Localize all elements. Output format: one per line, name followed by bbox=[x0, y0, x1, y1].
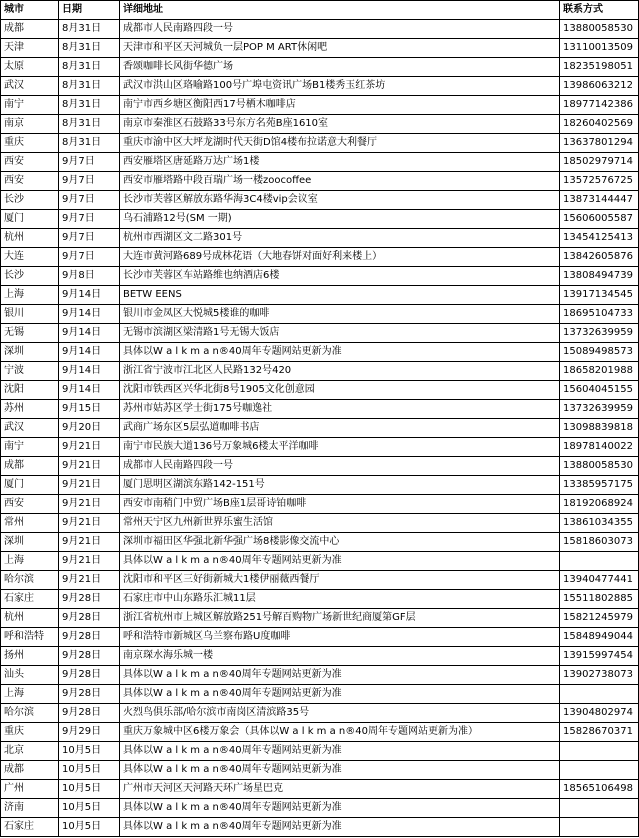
cell-address: 石家庄市中山东路乐汇城11层 bbox=[120, 590, 560, 609]
cell-phone: 13915997454 bbox=[560, 647, 639, 666]
table-row bbox=[1, 58, 639, 77]
cell-city: 常州 bbox=[1, 514, 59, 533]
cell-city: 石家庄 bbox=[1, 590, 59, 609]
table-row bbox=[1, 343, 639, 362]
cell-address: 厦门思明区湖滨东路142-151号 bbox=[120, 476, 560, 495]
cell-city: 哈尔滨 bbox=[1, 571, 59, 590]
cell-phone: 18658201988 bbox=[560, 362, 639, 381]
cell-date: 9月28日 bbox=[59, 628, 120, 647]
cell-address: 南京琛水海乐城一楼 bbox=[120, 647, 560, 666]
cell-city: 上海 bbox=[1, 552, 59, 571]
cell-city: 沈阳 bbox=[1, 381, 59, 400]
cell-date: 8月31日 bbox=[59, 115, 120, 134]
cell-date: 8月31日 bbox=[59, 134, 120, 153]
table-row bbox=[1, 267, 639, 286]
cell-address: 具体以W a l k m a n®40周年专题网站更新为准 bbox=[120, 552, 560, 571]
table-row bbox=[1, 153, 639, 172]
cell-address: 长沙市芙蓉区车站路维也纳酒店6楼 bbox=[120, 267, 560, 286]
cell-date: 9月14日 bbox=[59, 324, 120, 343]
cell-address: 具体以W a l k m a n®40周年专题网站更新为准 bbox=[120, 742, 560, 761]
cell-city: 武汉 bbox=[1, 419, 59, 438]
cell-date: 9月21日 bbox=[59, 571, 120, 590]
table-row bbox=[1, 818, 639, 837]
cell-address: 无锡市滨湖区梁清路1号无锡大饭店 bbox=[120, 324, 560, 343]
cell-phone: 13842605876 bbox=[560, 248, 639, 267]
cell-date: 8月31日 bbox=[59, 96, 120, 115]
cell-address: 南京市秦淮区石鼓路33号东方名苑B座1610室 bbox=[120, 115, 560, 134]
cell-address: 呼和浩特市新城区乌兰察布路U度咖啡 bbox=[120, 628, 560, 647]
table-row bbox=[1, 20, 639, 39]
cell-city: 汕头 bbox=[1, 666, 59, 685]
cell-date: 9月28日 bbox=[59, 704, 120, 723]
cell-phone: 13572576725 bbox=[560, 172, 639, 191]
cell-phone: 13880058530 bbox=[560, 20, 639, 39]
table-row bbox=[1, 77, 639, 96]
cell-city: 北京 bbox=[1, 742, 59, 761]
cell-date: 9月20日 bbox=[59, 419, 120, 438]
cell-date: 9月28日 bbox=[59, 685, 120, 704]
cell-city: 大连 bbox=[1, 248, 59, 267]
cell-address: 重庆市渝中区大坪龙湖时代天街D馆4楼布拉诺意大利餐厅 bbox=[120, 134, 560, 153]
cell-city: 长沙 bbox=[1, 191, 59, 210]
cell-address: 苏州市姑苏区学士街175号咖逸社 bbox=[120, 400, 560, 419]
cell-phone bbox=[560, 761, 639, 780]
cell-phone: 13732639959 bbox=[560, 400, 639, 419]
cell-date: 9月7日 bbox=[59, 248, 120, 267]
cell-date: 8月31日 bbox=[59, 20, 120, 39]
table-row bbox=[1, 742, 639, 761]
table-row bbox=[1, 590, 639, 609]
cell-phone: 13732639959 bbox=[560, 324, 639, 343]
cell-date: 8月31日 bbox=[59, 77, 120, 96]
table-row bbox=[1, 476, 639, 495]
cell-date: 9月14日 bbox=[59, 305, 120, 324]
table-row bbox=[1, 438, 639, 457]
cell-date: 9月7日 bbox=[59, 210, 120, 229]
cell-city: 西安 bbox=[1, 495, 59, 514]
cell-address: 沈阳市铁西区兴华北街8号1905文化创意园 bbox=[120, 381, 560, 400]
cell-city: 武汉 bbox=[1, 77, 59, 96]
cell-address: 香颂咖啡长风街华德广场 bbox=[120, 58, 560, 77]
cell-address: 西安市雁塔路中段百瑞广场一楼zoocoffee bbox=[120, 172, 560, 191]
table-row bbox=[1, 210, 639, 229]
cell-date: 10月5日 bbox=[59, 761, 120, 780]
cell-phone bbox=[560, 742, 639, 761]
cell-city: 西安 bbox=[1, 153, 59, 172]
cell-city: 扬州 bbox=[1, 647, 59, 666]
cell-address: 西安雁塔区唐延路万达广场1楼 bbox=[120, 153, 560, 172]
header-phone: 联系方式 bbox=[560, 1, 639, 20]
table-row bbox=[1, 552, 639, 571]
table-row bbox=[1, 761, 639, 780]
cell-city: 石家庄 bbox=[1, 818, 59, 837]
cell-date: 9月14日 bbox=[59, 362, 120, 381]
cell-city: 重庆 bbox=[1, 134, 59, 153]
cell-address: 杭州市西湖区文二路301号 bbox=[120, 229, 560, 248]
cell-address: 武汉市洪山区珞喻路100号广埠屯资讯广场B1楼秀玉红茶坊 bbox=[120, 77, 560, 96]
table-row bbox=[1, 495, 639, 514]
table-row bbox=[1, 248, 639, 267]
cell-phone: 18260402569 bbox=[560, 115, 639, 134]
cell-address: 成都市人民南路四段一号 bbox=[120, 457, 560, 476]
table-row bbox=[1, 39, 639, 58]
cell-city: 重庆 bbox=[1, 723, 59, 742]
cell-address: 重庆万象城中区6楼万象会（具体以W a l k m a n®40周年专题网站更新为准） bbox=[120, 723, 560, 742]
table-row bbox=[1, 514, 639, 533]
header-date: 日期 bbox=[59, 1, 120, 20]
cell-phone: 15821245979 bbox=[560, 609, 639, 628]
cell-phone: 18235198051 bbox=[560, 58, 639, 77]
cell-address: 大连市黄河路689号成林花语（大地春饼对面好利来楼上） bbox=[120, 248, 560, 267]
cell-city: 成都 bbox=[1, 761, 59, 780]
cell-city: 广州 bbox=[1, 780, 59, 799]
cell-date: 9月21日 bbox=[59, 514, 120, 533]
table-row bbox=[1, 647, 639, 666]
table-row bbox=[1, 533, 639, 552]
cell-phone: 13940477441 bbox=[560, 571, 639, 590]
cell-date: 9月21日 bbox=[59, 533, 120, 552]
cell-city: 成都 bbox=[1, 20, 59, 39]
cell-city: 杭州 bbox=[1, 609, 59, 628]
cell-phone: 18977142386 bbox=[560, 96, 639, 115]
cell-phone: 13110013509 bbox=[560, 39, 639, 58]
cell-date: 10月5日 bbox=[59, 818, 120, 837]
cell-city: 长沙 bbox=[1, 267, 59, 286]
cell-date: 9月14日 bbox=[59, 343, 120, 362]
cell-address: 南宁市西乡塘区衡阳西17号栖木咖啡店 bbox=[120, 96, 560, 115]
cell-date: 9月28日 bbox=[59, 647, 120, 666]
table-row bbox=[1, 419, 639, 438]
cell-address: BETW EENS bbox=[120, 286, 560, 305]
cell-city: 上海 bbox=[1, 685, 59, 704]
cell-date: 9月7日 bbox=[59, 153, 120, 172]
cell-city: 济南 bbox=[1, 799, 59, 818]
cell-address: 武商广场东区5层弘道咖啡书店 bbox=[120, 419, 560, 438]
cell-phone: 15604045155 bbox=[560, 381, 639, 400]
cell-phone: 18502979714 bbox=[560, 153, 639, 172]
cell-city: 呼和浩特 bbox=[1, 628, 59, 647]
cell-address: 天津市和平区天河城负一层POP M ART休闲吧 bbox=[120, 39, 560, 58]
cell-date: 8月31日 bbox=[59, 39, 120, 58]
cell-phone: 13861034355 bbox=[560, 514, 639, 533]
table-row bbox=[1, 685, 639, 704]
table-row bbox=[1, 400, 639, 419]
cell-city: 南宁 bbox=[1, 438, 59, 457]
table-row bbox=[1, 191, 639, 210]
table-row bbox=[1, 571, 639, 590]
cell-address: 具体以W a l k m a n®40周年专题网站更新为准 bbox=[120, 685, 560, 704]
cell-date: 9月28日 bbox=[59, 666, 120, 685]
cell-address: 具体以W a l k m a n®40周年专题网站更新为准 bbox=[120, 343, 560, 362]
cell-phone: 15828670371 bbox=[560, 723, 639, 742]
cell-date: 9月14日 bbox=[59, 381, 120, 400]
table-row bbox=[1, 799, 639, 818]
cell-address: 具体以W a l k m a n®40周年专题网站更新为准 bbox=[120, 666, 560, 685]
cell-address: 具体以W a l k m a n®40周年专题网站更新为准 bbox=[120, 799, 560, 818]
cell-phone bbox=[560, 685, 639, 704]
table-row bbox=[1, 115, 639, 134]
cell-phone: 18695104733 bbox=[560, 305, 639, 324]
cell-phone: 13904802974 bbox=[560, 704, 639, 723]
cell-address: 浙江省宁波市江北区人民路132号420 bbox=[120, 362, 560, 381]
cell-phone: 13385957175 bbox=[560, 476, 639, 495]
cell-date: 9月7日 bbox=[59, 229, 120, 248]
cell-date: 9月7日 bbox=[59, 172, 120, 191]
cell-city: 银川 bbox=[1, 305, 59, 324]
cell-phone: 13880058530 bbox=[560, 457, 639, 476]
cell-phone: 18565106498 bbox=[560, 780, 639, 799]
cell-date: 10月5日 bbox=[59, 799, 120, 818]
table-row bbox=[1, 628, 639, 647]
cell-date: 10月5日 bbox=[59, 742, 120, 761]
cell-date: 9月21日 bbox=[59, 495, 120, 514]
cell-address: 具体以W a l k m a n®40周年专题网站更新为准 bbox=[120, 818, 560, 837]
cell-date: 9月21日 bbox=[59, 552, 120, 571]
cell-city: 苏州 bbox=[1, 400, 59, 419]
table-row bbox=[1, 723, 639, 742]
cell-address: 深圳市福田区华强北新华强广场8楼影像交流中心 bbox=[120, 533, 560, 552]
cell-phone: 15848949044 bbox=[560, 628, 639, 647]
table-row bbox=[1, 96, 639, 115]
header-row bbox=[1, 1, 639, 20]
cell-phone: 13917134545 bbox=[560, 286, 639, 305]
cell-date: 9月28日 bbox=[59, 590, 120, 609]
cell-phone: 18192068924 bbox=[560, 495, 639, 514]
cell-phone: 15089498573 bbox=[560, 343, 639, 362]
cell-phone bbox=[560, 552, 639, 571]
table-row bbox=[1, 286, 639, 305]
cell-date: 9月14日 bbox=[59, 286, 120, 305]
table-row bbox=[1, 609, 639, 628]
cell-city: 太原 bbox=[1, 58, 59, 77]
cell-city: 厦门 bbox=[1, 210, 59, 229]
cell-phone bbox=[560, 818, 639, 837]
table-row bbox=[1, 780, 639, 799]
cell-city: 深圳 bbox=[1, 533, 59, 552]
cell-address: 沈阳市和平区三好街新城大1楼伊丽薇西餐厅 bbox=[120, 571, 560, 590]
cell-city: 杭州 bbox=[1, 229, 59, 248]
cell-date: 9月8日 bbox=[59, 267, 120, 286]
cell-phone: 15606005587 bbox=[560, 210, 639, 229]
table-row bbox=[1, 324, 639, 343]
cell-phone: 15818603073 bbox=[560, 533, 639, 552]
cell-city: 天津 bbox=[1, 39, 59, 58]
cell-phone: 13986063212 bbox=[560, 77, 639, 96]
cell-city: 南宁 bbox=[1, 96, 59, 115]
table-row bbox=[1, 704, 639, 723]
cell-date: 9月28日 bbox=[59, 609, 120, 628]
cell-phone: 13873144447 bbox=[560, 191, 639, 210]
cell-date: 9月29日 bbox=[59, 723, 120, 742]
table-row bbox=[1, 666, 639, 685]
table-row bbox=[1, 457, 639, 476]
table-row bbox=[1, 305, 639, 324]
table-row bbox=[1, 381, 639, 400]
header-address: 详细地址 bbox=[120, 1, 560, 20]
cell-address: 火烈鸟俱乐部/哈尔滨市南岗区清滨路35号 bbox=[120, 704, 560, 723]
header-city: 城市 bbox=[1, 1, 59, 20]
cell-city: 哈尔滨 bbox=[1, 704, 59, 723]
cell-address: 乌石浦路12号(SM 一期) bbox=[120, 210, 560, 229]
cell-address: 广州市天河区天河路天环广场星巴克 bbox=[120, 780, 560, 799]
cell-city: 南京 bbox=[1, 115, 59, 134]
cell-phone: 18978140022 bbox=[560, 438, 639, 457]
table-row bbox=[1, 172, 639, 191]
cell-city: 深圳 bbox=[1, 343, 59, 362]
cell-city: 无锡 bbox=[1, 324, 59, 343]
cell-phone: 13637801294 bbox=[560, 134, 639, 153]
cell-city: 成都 bbox=[1, 457, 59, 476]
table-row bbox=[1, 229, 639, 248]
cell-date: 9月21日 bbox=[59, 457, 120, 476]
cell-date: 9月15日 bbox=[59, 400, 120, 419]
cell-phone bbox=[560, 799, 639, 818]
cell-phone: 13454125413 bbox=[560, 229, 639, 248]
cell-date: 9月21日 bbox=[59, 438, 120, 457]
cell-date: 10月5日 bbox=[59, 780, 120, 799]
cell-address: 银川市金凤区大悦城5楼谁的咖啡 bbox=[120, 305, 560, 324]
cell-address: 浙江省杭州市上城区解放路251号解百购物广场新世纪商厦第GF层 bbox=[120, 609, 560, 628]
cell-address: 成都市人民南路四段一号 bbox=[120, 20, 560, 39]
cell-date: 9月7日 bbox=[59, 191, 120, 210]
cell-phone: 13808494739 bbox=[560, 267, 639, 286]
cell-address: 具体以W a l k m a n®40周年专题网站更新为准 bbox=[120, 761, 560, 780]
cell-city: 西安 bbox=[1, 172, 59, 191]
cell-city: 厦门 bbox=[1, 476, 59, 495]
cell-address: 西安市南稍门中贸广场B座1层哥诗铂咖啡 bbox=[120, 495, 560, 514]
cell-phone: 13098839818 bbox=[560, 419, 639, 438]
cell-date: 8月31日 bbox=[59, 58, 120, 77]
cell-city: 上海 bbox=[1, 286, 59, 305]
cell-phone: 13902738073 bbox=[560, 666, 639, 685]
table-row bbox=[1, 362, 639, 381]
cell-address: 长沙市芙蓉区解放东路华海3C4楼vip会议室 bbox=[120, 191, 560, 210]
table-row bbox=[1, 134, 639, 153]
cell-date: 9月21日 bbox=[59, 476, 120, 495]
cell-address: 南宁市民族大道136号万象城6楼太平洋咖啡 bbox=[120, 438, 560, 457]
cell-city: 宁波 bbox=[1, 362, 59, 381]
cell-address: 常州天宁区九州新世界乐蜜生活馆 bbox=[120, 514, 560, 533]
cell-phone: 15511802885 bbox=[560, 590, 639, 609]
